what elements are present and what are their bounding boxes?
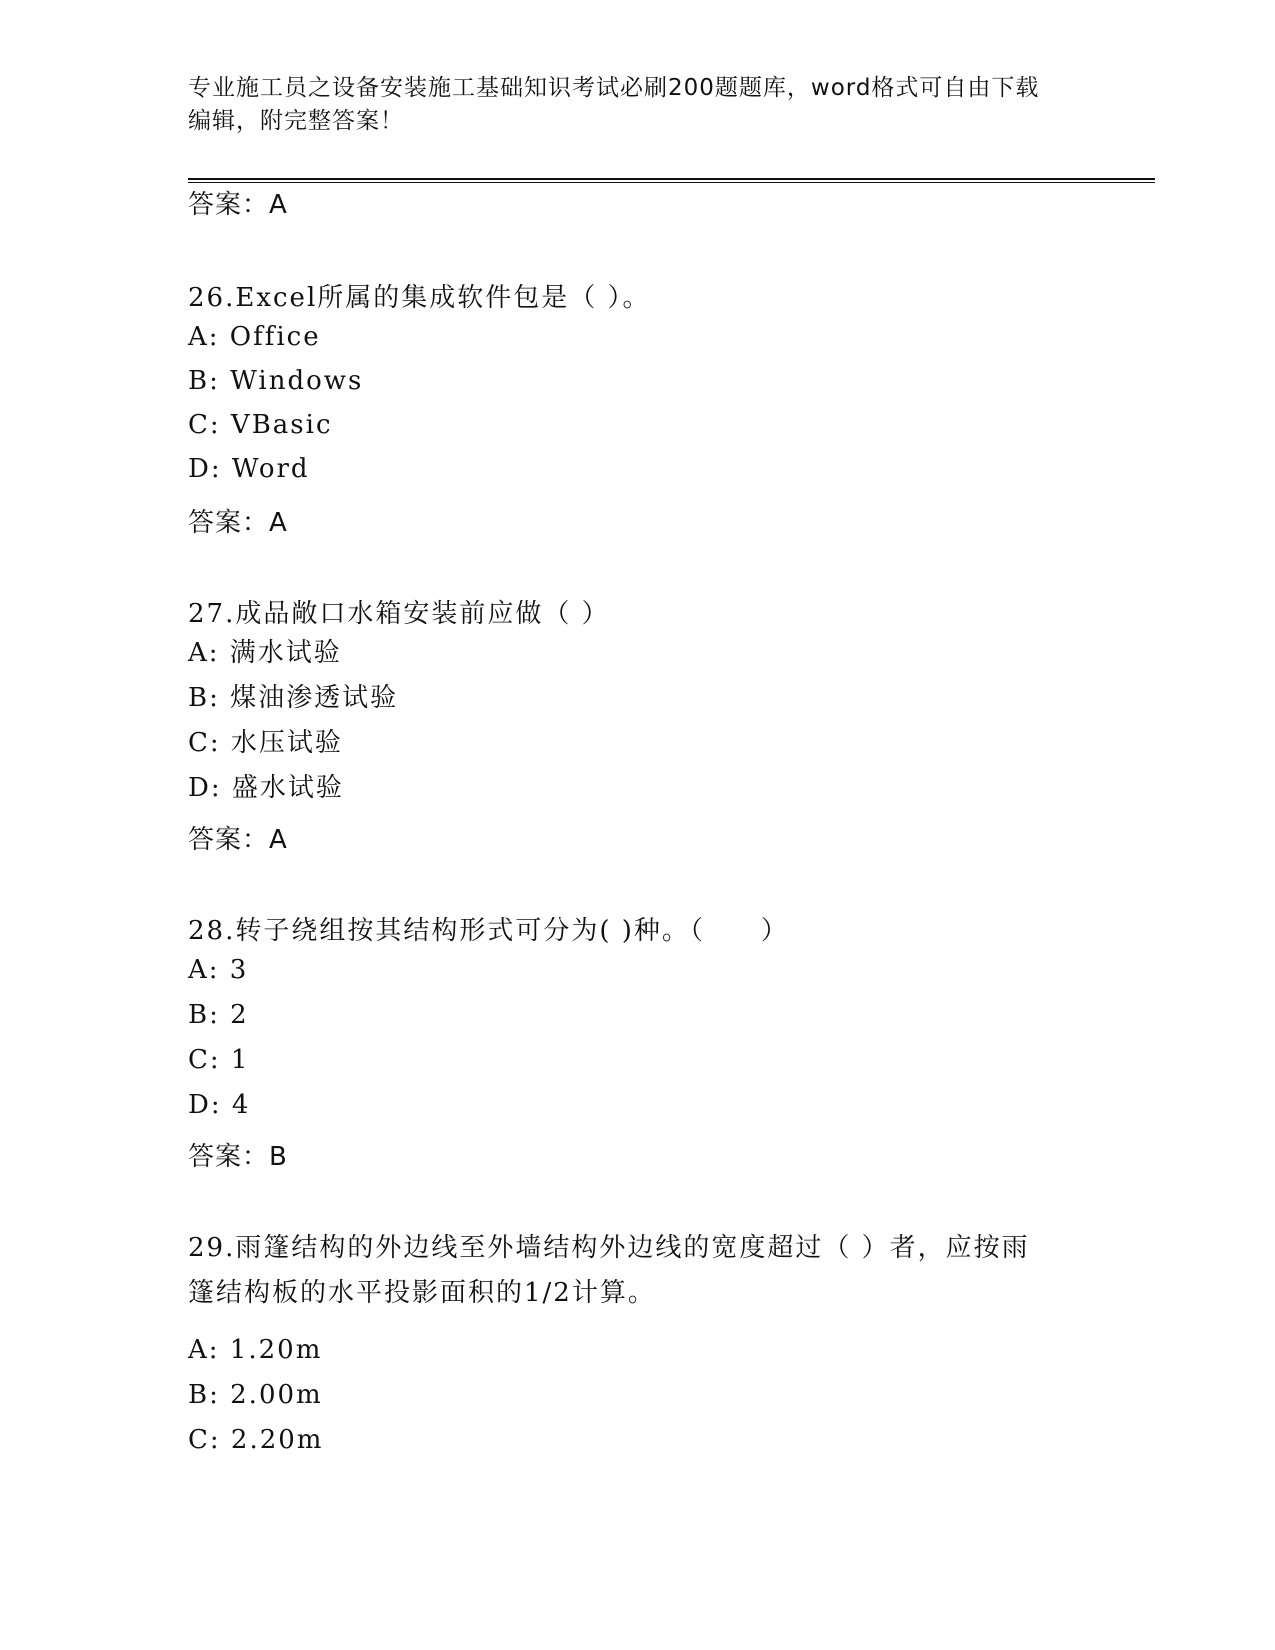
option-c: C: 水压试验 bbox=[188, 728, 343, 758]
option-d: D: 盛水试验 bbox=[188, 773, 344, 803]
question-text-line-2: 篷结构板的水平投影面积的1/2计算。 bbox=[188, 1278, 656, 1308]
option-c: C: 2.20m bbox=[188, 1425, 324, 1455]
option-b: B: 2 bbox=[188, 1000, 249, 1030]
question-text: 27.成品敞口水箱安装前应做（ ） bbox=[188, 599, 610, 629]
option-a: A: 满水试验 bbox=[188, 638, 342, 668]
option-d: D: 4 bbox=[188, 1090, 251, 1120]
option-a: A: 1.20m bbox=[188, 1335, 323, 1365]
header-title-line-1: 专业施工员之设备安装施工基础知识考试必刷200题题库，word格式可自由下载 bbox=[188, 75, 1040, 101]
option-c: C: 1 bbox=[188, 1045, 250, 1075]
option-b: B: Windows bbox=[188, 366, 364, 396]
question-text: 26.Excel所属的集成软件包是（ ）。 bbox=[188, 283, 651, 313]
header-divider bbox=[188, 178, 1155, 183]
header-title-line-2: 编辑，附完整答案！ bbox=[188, 108, 404, 134]
answer: 答案：A bbox=[188, 825, 288, 855]
option-a: A: Office bbox=[188, 322, 321, 352]
option-c: C: VBasic bbox=[188, 410, 333, 440]
option-b: B: 煤油渗透试验 bbox=[188, 683, 399, 713]
option-d: D: Word bbox=[188, 454, 310, 484]
answer: 答案：B bbox=[188, 1142, 288, 1172]
question-text-line-1: 29.雨篷结构的外边线至外墙结构外边线的宽度超过（ ）者，应按雨 bbox=[188, 1233, 1030, 1263]
option-b: B: 2.00m bbox=[188, 1380, 323, 1410]
page-header bbox=[188, 72, 1088, 138]
option-a: A: 3 bbox=[188, 955, 249, 985]
previous-answer: 答案：A bbox=[188, 190, 288, 220]
question-text: 28.转子绕组按其结构形式可分为( )种。（ ） bbox=[188, 916, 789, 946]
answer: 答案：A bbox=[188, 508, 288, 538]
